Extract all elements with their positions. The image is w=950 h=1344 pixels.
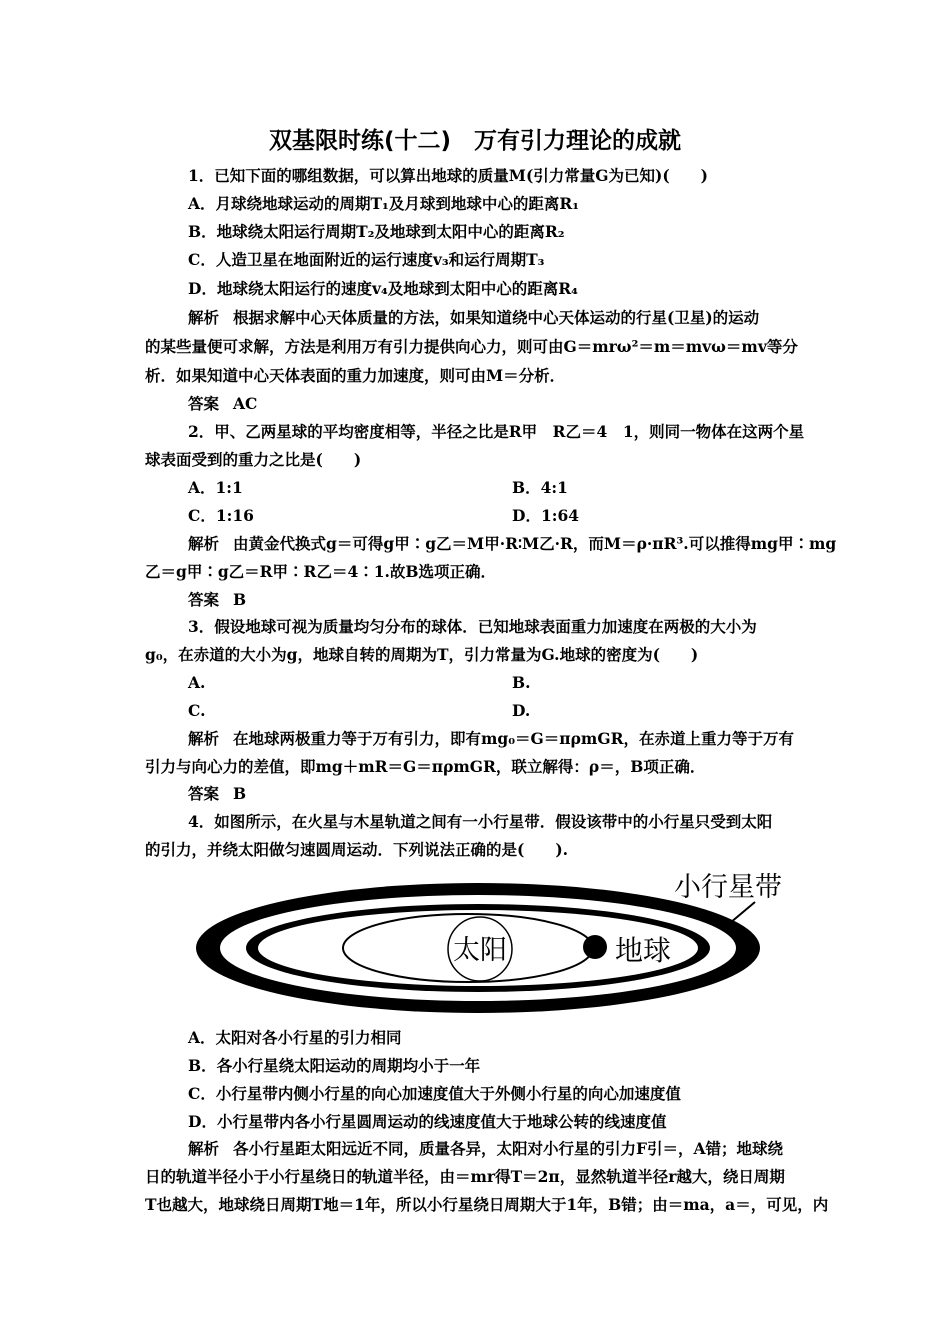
- q4-option-b: B．各小行星绕太阳运动的周期均小于一年: [188, 1056, 481, 1075]
- q3-stem-line-1: 3．假设地球可视为质量均匀分布的球体．已知地球表面重力加速度在两极的大小为: [188, 617, 757, 636]
- q1-analysis-text-1: 根据求解中心天体质量的方法，如果知道绕中心天体运动的行星(卫星)的运动: [233, 308, 760, 327]
- q4-stem-line-2: 的引力，并绕太阳做匀速圆周运动．下列说法正确的是( ).: [145, 840, 569, 859]
- q1-answer: AC: [233, 394, 258, 413]
- q1-option-a: A．月球绕地球运动的周期T₁及月球到地球中心的距离R₁: [188, 194, 580, 213]
- q4-option-d: D．小行星带内各小行星圆周运动的线速度值大于地球公转的线速度值: [188, 1112, 667, 1131]
- q3-stem-line-2: g₀，在赤道的大小为g，地球自转的周期为T，引力常量为G.地球的密度为( ): [145, 645, 699, 664]
- q3-analysis-text-1: 在地球两极重力等于万有引力，即有mg₀＝G＝πρmGR，在赤道上重力等于万有: [233, 729, 794, 748]
- q1-option-d: D．地球绕太阳运行的速度v₄及地球到太阳中心的距离R₄: [188, 279, 578, 298]
- q3-analysis-line-2: 引力与向心力的差值，即mg＋mR＝G＝πρmGR，联立解得：ρ＝，B项正确．: [145, 757, 706, 776]
- q3-option-d: D.: [512, 701, 531, 720]
- q4-analysis-line-1: [188, 1139, 853, 1159]
- q2-analysis-text-1: 由黄金代换式g＝可得g甲∶g乙＝M甲·R∶M乙·R，而M＝ρ·πR³.可以推得mg甲∶mg: [233, 534, 837, 553]
- earth-dot: [583, 935, 607, 959]
- q2-option-a: A．1:1: [188, 478, 243, 497]
- q4-option-a: A．太阳对各小行星的引力相同: [188, 1028, 402, 1047]
- q1-answer-label: 答案: [188, 394, 220, 413]
- q3-option-a: A.: [188, 673, 206, 692]
- q2-option-c: C．1:16: [188, 506, 254, 525]
- asteroid-belt-pointer: [730, 902, 755, 923]
- q1-stem: 1．已知下面的哪组数据，可以算出地球的质量M(引力常量G为已知)( ): [188, 166, 709, 185]
- q4-option-c: C．小行星带内侧小行星的向心加速度值大于外侧小行星的向心加速度值: [188, 1084, 681, 1103]
- q2-stem-line-2: 球表面受到的重力之比是( ): [145, 450, 362, 469]
- q4-analysis-label: 解析: [188, 1139, 220, 1158]
- q4-stem-line-1: 4．如图所示，在火星与木星轨道之间有一小行星带．假设该带中的小行星只受到太阳: [188, 812, 773, 831]
- asteroid-belt-label: 小行星带: [674, 872, 782, 903]
- q2-analysis-line-2: 乙＝g甲∶g乙＝R甲∶R乙＝4∶1.故B选项正确．: [145, 562, 497, 581]
- q2-analysis-label: 解析: [188, 534, 220, 553]
- page-title: 双基限时练(十二) 万有引力理论的成就: [268, 128, 682, 154]
- q3-option-c: C.: [188, 701, 206, 720]
- q2-stem-line-1: 2．甲、乙两星球的平均密度相等，半径之比是R甲 R乙＝4 1，则同一物体在这两个星: [188, 422, 805, 441]
- q3-option-b: B.: [512, 673, 531, 692]
- q4-analysis-line-2: 日的轨道半径小于小行星绕日的轨道半径，由＝mr得T＝2π，显然轨道半径r越大，绕日周期: [145, 1167, 785, 1186]
- q2-option-b: B．4:1: [512, 478, 568, 497]
- q1-analysis-line-2: 的某些量便可求解，方法是利用万有引力提供向心力，则可由G＝mrω²＝m＝mvω＝mv等分: [145, 337, 798, 356]
- q1-analysis-line-3: 析．如果知道中心天体表面的重力加速度，则可由M＝分析．: [145, 366, 566, 385]
- q3-answer-line: [188, 784, 853, 804]
- q2-option-d: D．1:64: [512, 506, 580, 525]
- q3-answer-label: 答案: [188, 784, 220, 803]
- q1-analysis-line-1: [188, 308, 853, 328]
- asteroid-belt-figure: [190, 868, 800, 1018]
- q2-answer-label: 答案: [188, 590, 220, 609]
- q2-analysis-line-1: [188, 534, 853, 554]
- q1-answer-line: [188, 394, 853, 414]
- earth-label: 地球: [615, 934, 672, 967]
- q1-analysis-label: 解析: [188, 308, 220, 327]
- q2-answer: B: [233, 590, 247, 609]
- q1-option-c: C．人造卫星在地面附近的运行速度v₃和运行周期T₃: [188, 250, 545, 269]
- sun-label: 太阳: [453, 935, 507, 966]
- q3-analysis-line-1: [188, 729, 853, 749]
- q3-answer: B: [233, 784, 247, 803]
- q4-analysis-line-3: T也越大，地球绕日周期T地＝1年，所以小行星绕日周期大于1年，B错；由＝ma，a＝，可见，内: [145, 1195, 829, 1214]
- q1-option-b: B．地球绕太阳运行周期T₂及地球到太阳中心的距离R₂: [188, 222, 565, 241]
- q2-answer-line: [188, 590, 853, 610]
- q3-analysis-label: 解析: [188, 729, 220, 748]
- q4-analysis-text-1: 各小行星距太阳远近不同，质量各异，太阳对小行星的引力F引＝，A错；地球绕: [233, 1139, 784, 1158]
